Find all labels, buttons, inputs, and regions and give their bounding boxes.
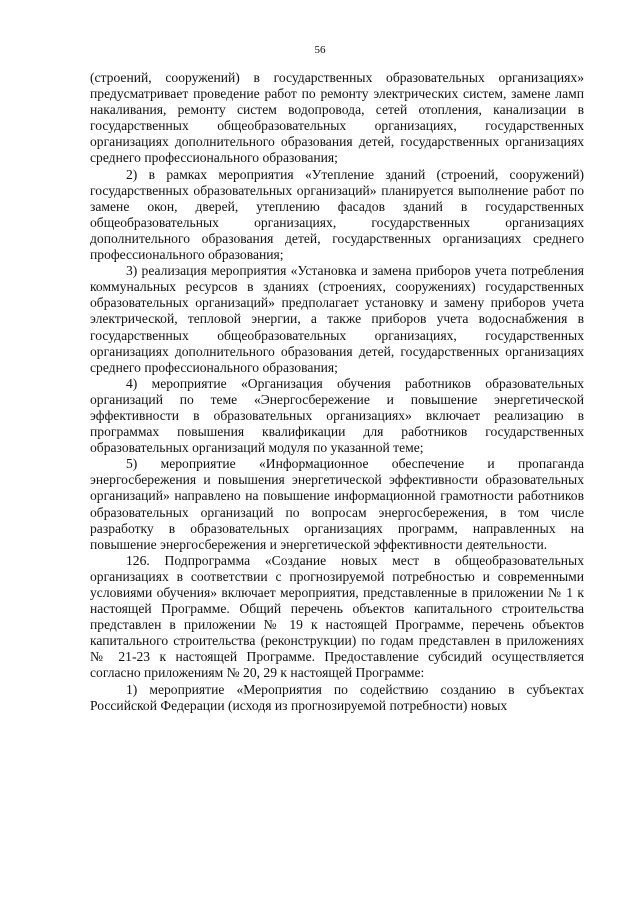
paragraph-4: 4) мероприятие «Организация обучения работников образовательных организаций по теме «Энергосбережение и повышение энергетической эффективности в образовательных организациях» включает реализацию в программах повышения квалификации для работников государственных образовательных организаций модуля по указанной теме;: [90, 375, 584, 456]
paragraph-7: 1) мероприятие «Мероприятия по содействию созданию в субъектах Российской Федерации (исходя из прогнозируемой потребности) новых: [90, 681, 584, 713]
page-number: 56: [314, 44, 326, 56]
document-body: [90, 70, 584, 714]
paragraph-3: 3) реализация мероприятия «Установка и замена приборов учета потребления коммунальных ресурсов в зданиях (строениях, сооружениях) государственных образовательных организаций» предполагает установку и замену приборов учета электрической, тепловой энергии, а также приборов учета водоснабжения в государственных общеобразовательных организациях, государственных организациях дополнительного образования детей, государственных организациях среднего профессионального образования;: [90, 263, 584, 375]
paragraph-6: 126. Подпрограмма «Создание новых мест в общеобразовательных организациях в соответствии с прогнозируемой потребностью и современными условиями обучения» включает мероприятия, представленные в приложении № 1 к настоящей Программе. Общий перечень объектов капитального строительства представлен в приложении № 19 к настоящей Программе, перечень объектов капитального строительства (реконструкции) по годам представлен в приложениях № 21-23 к настоящей Программе. Предоставление субсидий осуществляется согласно приложениям № 20, 29 к настоящей Программе:: [90, 552, 584, 681]
paragraph-1: (строений, сооружений) в государственных образовательных организациях» предусматривает проведение работ по ремонту электрических систем, замене ламп накаливания, ремонту систем водопровода, сетей отопления, канализации в государственных общеобразовательных организациях, государственных организациях дополнительного образования детей, государственных организациях среднего профессионального образования;: [90, 70, 584, 166]
paragraph-2: 2) в рамках мероприятия «Утепление зданий (строений, сооружений) государственных образовательных организаций» планируется выполнение работ по замене окон, дверей, утеплению фасадов зданий в государственных общеобразовательных организациях, государственных организациях дополнительного образования детей, государственных организациях среднего профессионального образования;: [90, 166, 584, 263]
paragraph-5: 5) мероприятие «Информационное обеспечение и пропаганда энергосбережения и повышения энергетической эффективности образовательных организаций» направлено на повышение информационной грамотности работников образовательных организаций по вопросам энергосбережения, в том числе разработку в образовательных организациях программ, направленных на повышение энергосбережения и энергетической эффективности деятельности.: [90, 456, 584, 552]
